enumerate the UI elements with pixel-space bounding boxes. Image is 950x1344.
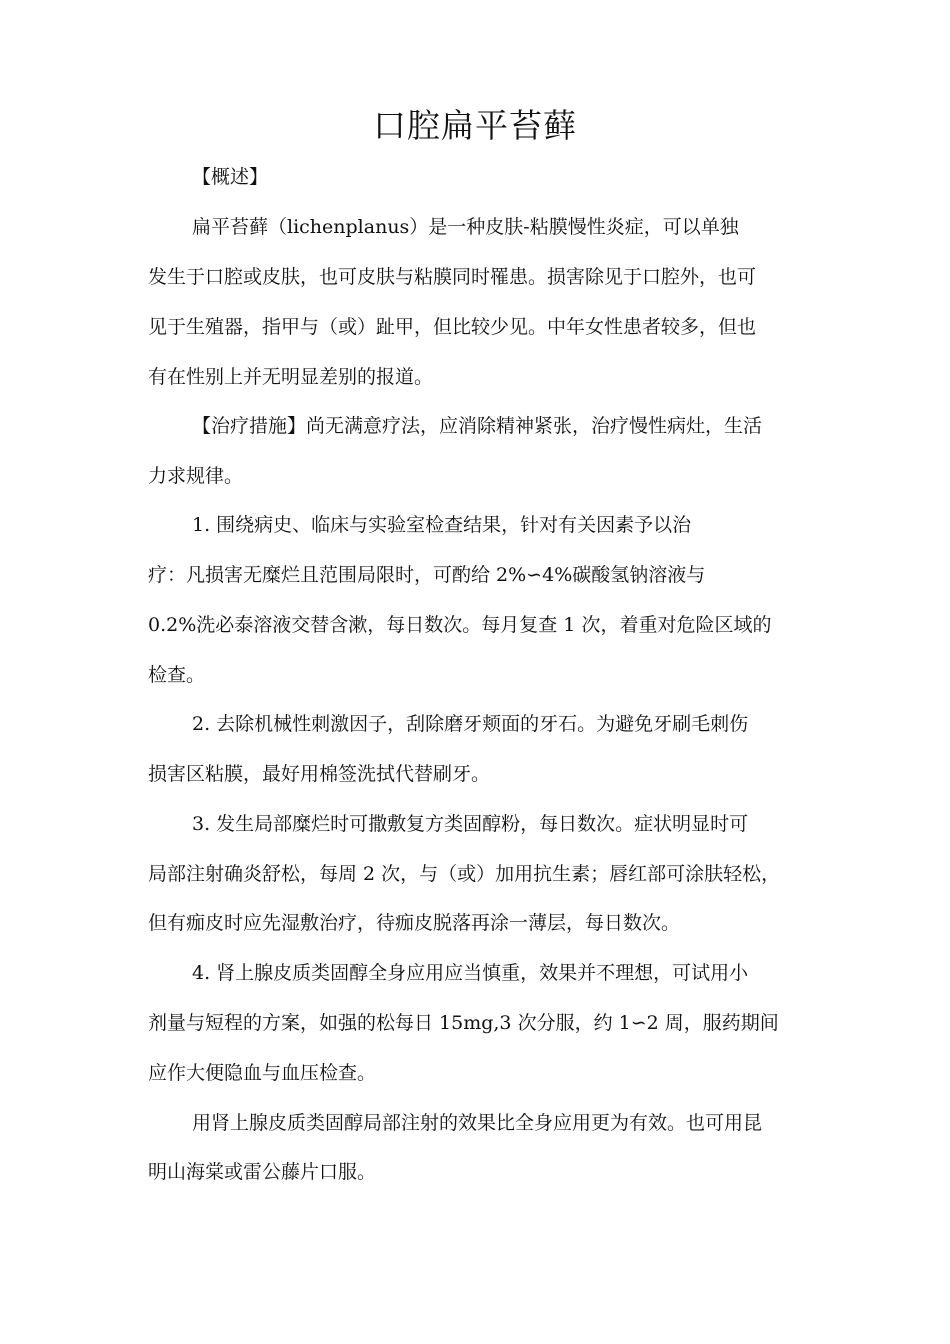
treatment-line-2: 力求规律。: [148, 465, 244, 487]
item-3-line-2: 局部注射确炎舒松，每周 2 次，与（或）加用抗生素；唇红部可涂肤轻松，: [148, 863, 781, 885]
item-4-line-2: 剂量与短程的方案，如强的松每日 15mg,3 次分服，约 1∽2 周，服药期间: [148, 1012, 779, 1034]
item-4-line-3: 应作大便隐血与血压检查。: [148, 1062, 377, 1084]
section-heading-overview: 【概述】: [192, 166, 269, 188]
item-2-line-1: 2. 去除机械性刺激因子，刮除磨牙颊面的牙石。为避免牙刷毛刺伤: [192, 713, 749, 735]
overview-line-1: 扁平苔藓（lichenplanus）是一种皮肤-粘膜慢性炎症，可以单独: [192, 216, 739, 238]
overview-line-3: 见于生殖器，指甲与（或）趾甲，但比较少见。中年女性患者较多，但也: [148, 316, 757, 338]
item-1-line-3: 0.2%洗必泰溶液交替含漱，每日数次。每月复查 1 次，着重对危险区域的: [148, 614, 772, 636]
item-4-line-1: 4. 肾上腺皮质类固醇全身应用应当慎重，效果并不理想，可试用小: [192, 962, 749, 984]
item-1-line-1: 1. 围绕病史、临床与实验室检查结果，针对有关因素予以治: [192, 514, 692, 536]
item-2-line-2: 损害区粘膜，最好用棉签洗拭代替刷牙。: [148, 763, 491, 785]
item-3-line-3: 但有痂皮时应先湿敷治疗，待痂皮脱落再涂一薄层，每日数次。: [148, 912, 681, 934]
item-3-line-1: 3. 发生局部糜烂时可撒敷复方类固醇粉，每日数次。症状明显时可: [192, 813, 749, 835]
overview-line-4: 有在性别上并无明显差别的报道。: [148, 366, 434, 388]
closing-line-2: 明山海棠或雷公藤片口服。: [148, 1161, 377, 1183]
document-title: 口腔扁平苔藓: [373, 106, 577, 145]
closing-line-1: 用肾上腺皮质类固醇局部注射的效果比全身应用更为有效。也可用昆: [192, 1112, 763, 1134]
treatment-line-1: 【治疗措施】尚无满意疗法，应消除精神紧张，治疗慢性病灶，生活: [192, 415, 763, 437]
item-1-line-2: 疗：凡损害无糜烂且范围局限时，可酌给 2%∽4%碳酸氢钠溶液与: [148, 564, 706, 586]
overview-line-2: 发生于口腔或皮肤，也可皮肤与粘膜同时罹患。损害除见于口腔外，也可: [148, 266, 757, 288]
item-1-line-4: 检查。: [148, 664, 206, 686]
